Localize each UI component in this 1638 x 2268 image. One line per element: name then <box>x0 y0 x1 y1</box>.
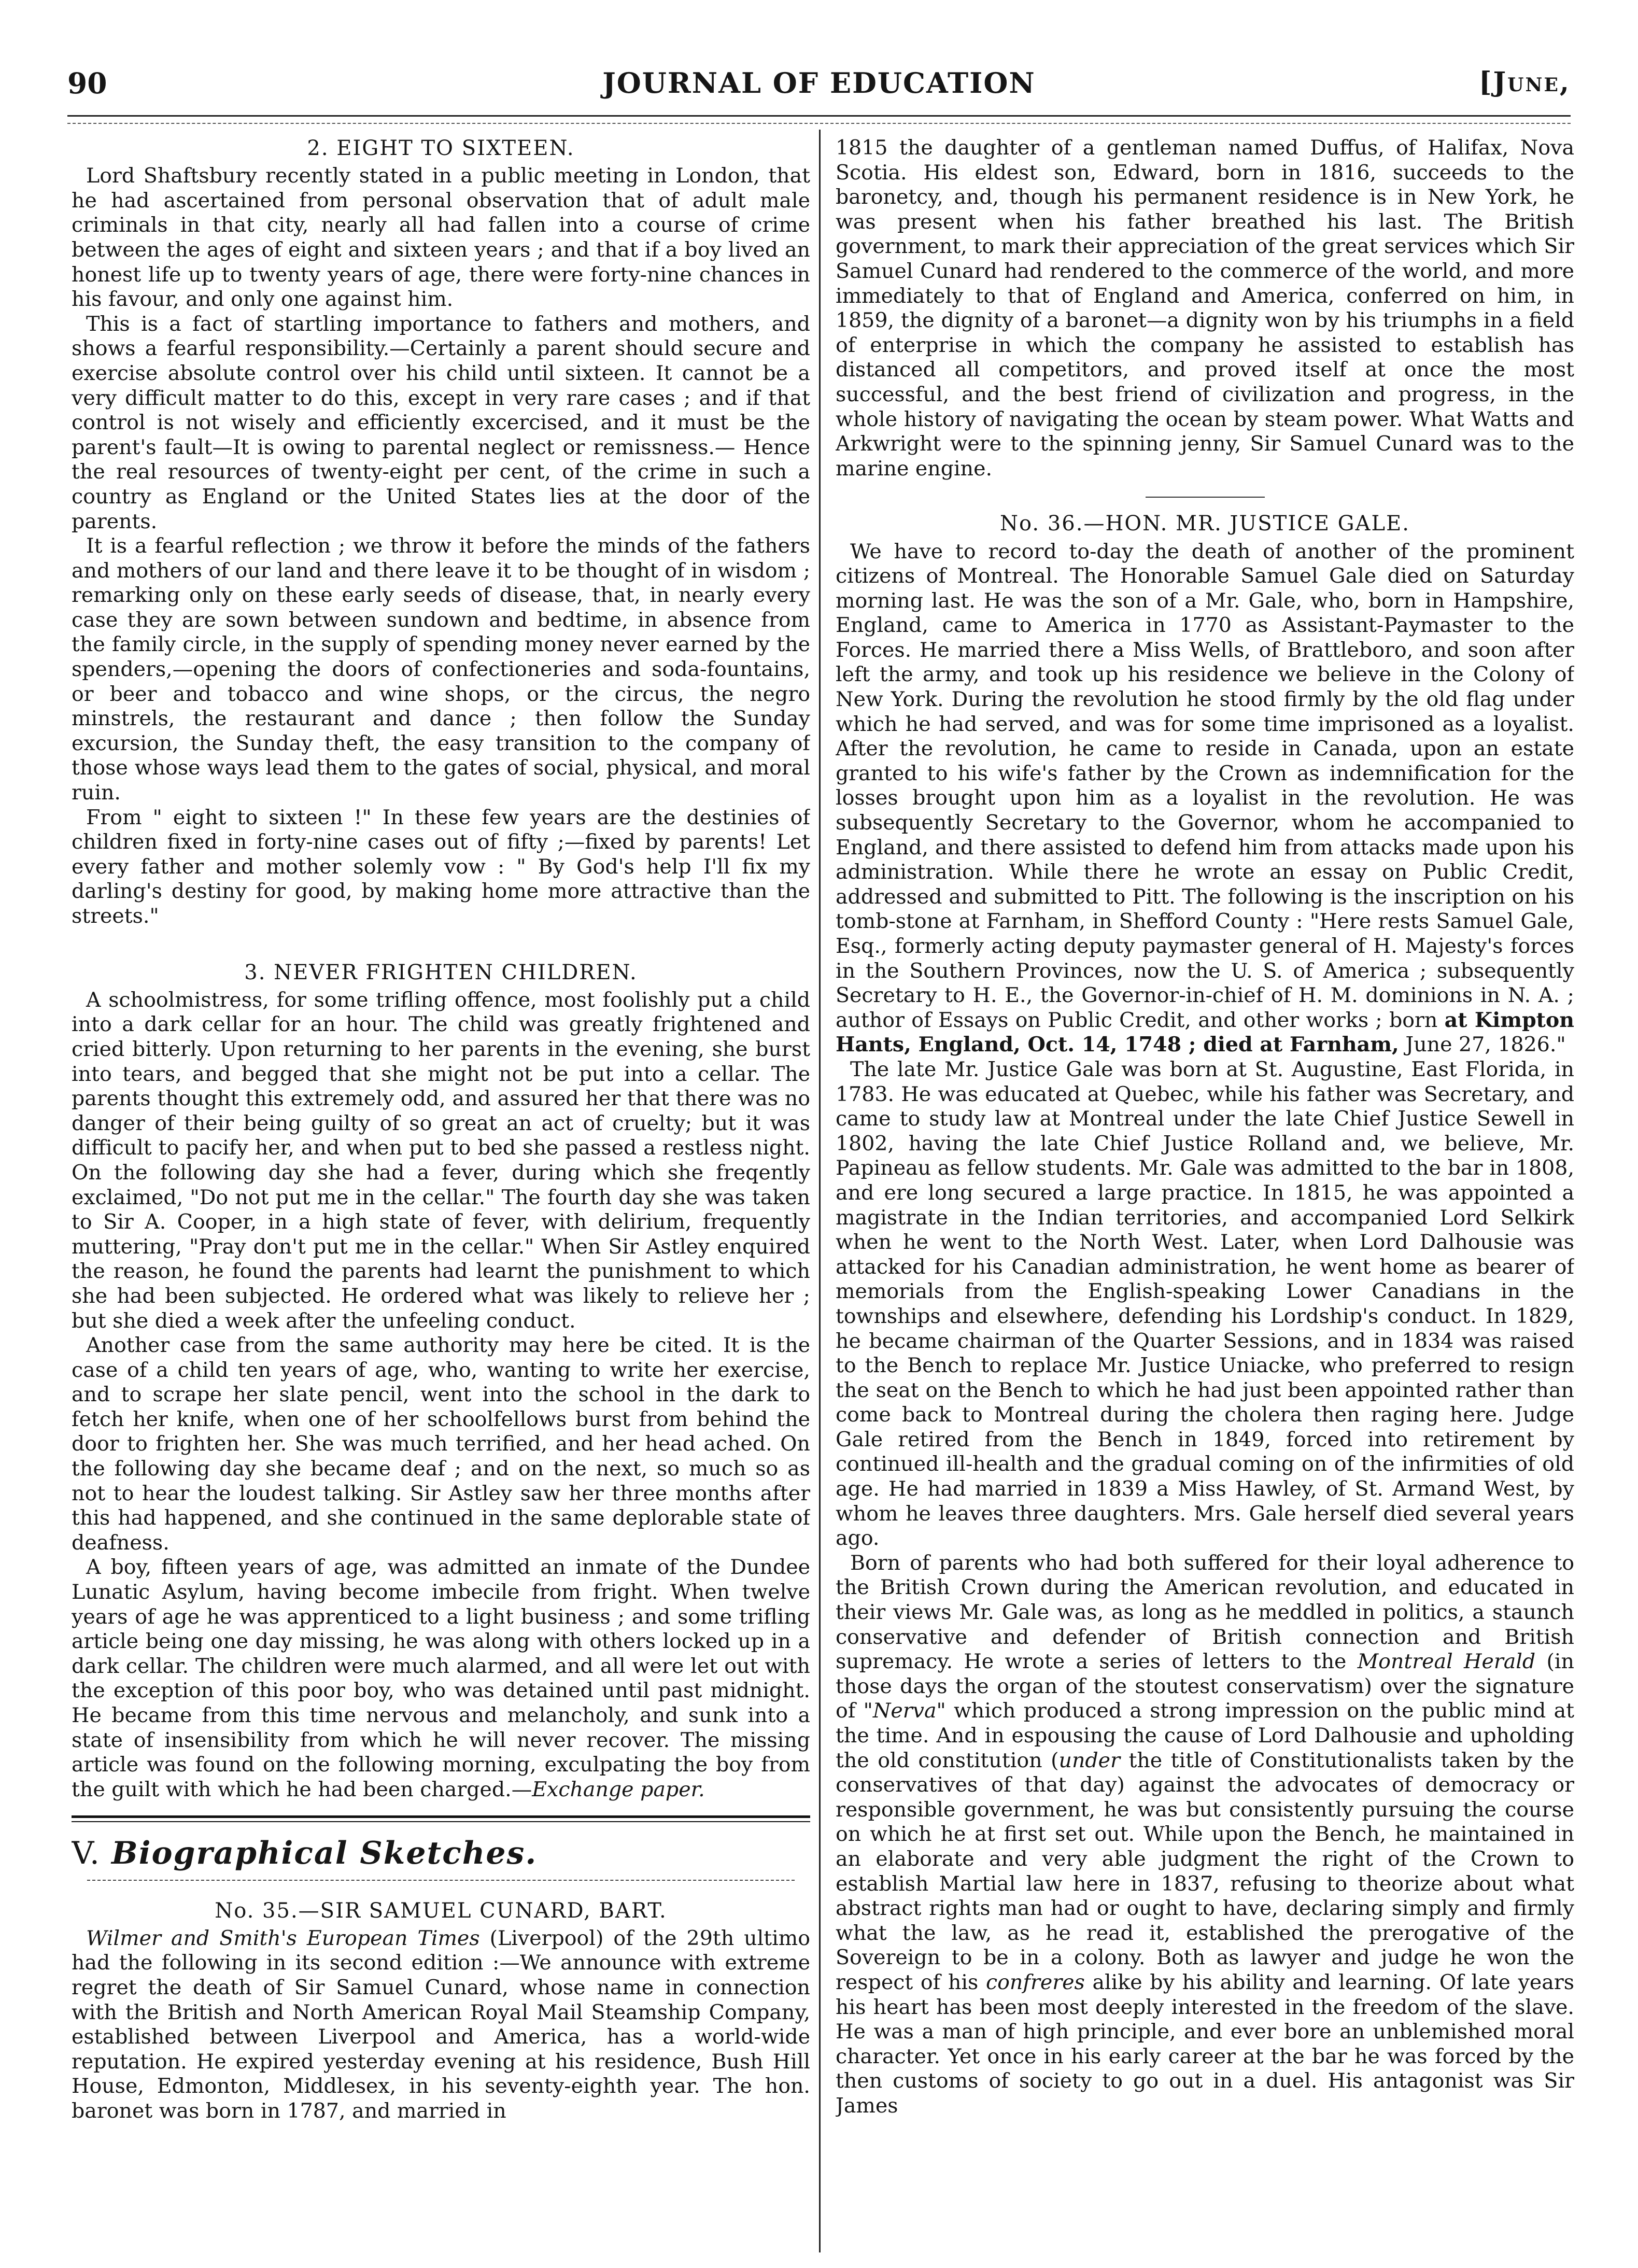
section-rule-thick <box>72 1815 810 1822</box>
header-month: [June, <box>1478 66 1571 98</box>
section-title-eight-to-sixteen: 2. EIGHT TO SIXTEEN. <box>307 136 575 160</box>
section-title-never-frighten-children: 3. NEVER FRIGHTEN CHILDREN. <box>244 960 638 984</box>
paragraph <box>836 540 1574 1058</box>
newspaper-name: Wilmer and Smith's European Times <box>86 1926 480 1950</box>
paragraph: A schoolmistress, for some trifling offence, most foolishly put a child into a dark cellar for an hour. The child was greatly frightened and cried bitterly. Upon returning to her parents in the evening, she burst into tears, and begged that she might not be put into a cellar. The parents thought this extremely odd, and assured her that there was no danger of their being guilty of so great an act of cruelty; but it was difficult to pacify her, and when put to bed she passed a restless night. On the following day she had a fever, during which she freqently exclaimed, "Do not put me in the cellar." The fourth day she was taken to Sir A. Cooper, in a high state of fever, with delirium, frequently muttering, "Pray don't put me in the cellar." When Sir Astley enquired the reason, he found the parents had learnt the punishment to which she had been subjected. He ordered what was likely to relieve her ; but she died a week after the unfeeling conduct. <box>72 988 810 1333</box>
source-citation: Exchange paper. <box>532 1777 705 1801</box>
paragraph-text: We have to record to-day the death of another of the prominent citizens of Montreal. The Honorable Samuel Gale died on Saturday morning last. He was the son of a Mr. Gale, who, born in Hampshire, England, came to America in 1770 as Assistant-Paymaster to the Forces. He married there a Miss Wells, of Brattleboro, and soon after left the army, and took up his residence we believe in the Colony of New York. During the revolution he stood firmly by the old flag under which he had served, and was for some time imprisoned as a loyalist. After the revolution, he came to reside in Canada, upon an estate granted to his wife's father by the Crown as indemnification for the losses brought upon him as a loyalist in the revolution. He was subsequently Secretary to the Governor, whom he accompanied to England, and there assisted to defend him from attacks made upon his administration. While there he wrote an essay on Public Credit, addressed and submitted to Pitt. The following is the inscription on his tomb-stone at Farnham, in Shefford County : "Here rests Samuel Gale, Esq., formerly acting deputy paymaster general of H. Majesty's forces in the Southern Provinces, now the U. S. of America ; subsequently Secretary to H. E., the Governor-in-chief of H. M. dominions in N. A. ; author of Essays on Public Credit, and other works ; born <box>836 539 1574 1032</box>
inscription-dates: at Kimpton Hants, England, Oct. 14, 1748 ; died at Farnham, <box>836 1008 1574 1057</box>
paragraph-text: alike by his ability and learning. Of late years his heart has been most deeply interested in the freedom of the slave. He was a man of high principle, and ever bore an unblemished moral character. Yet once in his early career at the bar he was forced by the then customs of society to go out in a duel. His antagonist was Sir James <box>836 1970 1574 2118</box>
emphasis: confreres <box>986 1970 1085 1994</box>
paragraph-text: " which produced a strong impression on the public mind at the time. And in espousing the cause of Lord Dalhousie and upholding the old constitution ( <box>836 1699 1574 1772</box>
paragraph: It is a fearful reflection ; we throw it before the minds of the fathers and mothers of our land and there leave it to be thought of in wisdom ; remarking only on these early seeds of disease, that, in nearly every case they are sown between sundown and bedtime, in absence from the family circle, in the supply of spending money never earned by the spenders,—opening the doors of confectioneries and soda-fountains, or beer and tobacco and wine shops, or the circus, the negro minstrels, the restaurant and dance ; then follow the Sunday excursion, the Sunday theft, the easy transition to the company of those whose ways lead them to the gates of social, physical, and moral ruin. <box>72 534 810 805</box>
paragraph: The late Mr. Justice Gale was born at St. Augustine, East Florida, in 1783. He was educated at Quebec, while his father was Secretary, and came to study law at Montreal under the late Chief Justice Sewell in 1802, having the late Chief Justice Rolland and, we believe, Mr. Papineau as fellow students. Mr. Gale was admitted to the bar in 1808, and ere long secured a large practice. In 1815, he was appointed a magistrate in the Indian territories, and accompanied Lord Selkirk when he went to the North West. Later, when Lord Dalhousie was attacked for his Canadian administration, he went home as bearer of memorials from the English-speaking Lower Canadians in the townships and elsewhere, defending his Lordship's conduct. In 1829, he became chairman of the Quarter Sessions, and in 1834 was raised to the Bench to replace Mr. Justice Uniacke, who preferred to resign the seat on the Bench to which he had just been appointed rather than come back to Montreal during the cholera then raging here. Judge Gale retired from the Bench in 1849, forced into retirement by continued ill-health and the gradual coming on of the infirmities of old age. He had married in 1839 a Miss Hawley, of St. Armand West, by whom he leaves three daughters. Mrs. Gale herself died several years ago. <box>836 1057 1574 1551</box>
article-title-cunard: No. 35.—SIR SAMUEL CUNARD, BART. <box>215 1898 667 1923</box>
paragraph-text: (Liverpool) of the 29th ultimo had the following in its second edition :—We announce with extreme regret the death of Sir Samuel Cunard, whose name in connection with the British and North American Royal Mail Steamship Company, established between Liverpool and America, has a world-wide reputation. He expired yesterday evening at his residence, Bush Hill House, Edmonton, Middlesex, in his seventy-eighth year. The hon. baronet was born in 1787, and married in <box>72 1926 810 2123</box>
left-column <box>72 136 810 2248</box>
section-heading-biographical-sketches <box>72 1835 810 1872</box>
right-column <box>836 136 1574 2248</box>
paragraph-text: Born of parents who had both suffered for their loyal adherence to the British Crown during the American revolution, and educated in their views Mr. Gale was, as long as he meddled in politics, a staunch conservative and defender of British connection and British supremacy. He wrote a series of letters to the <box>836 1551 1574 1674</box>
running-header <box>67 66 1571 108</box>
journal-title: JOURNAL OF EDUCATION <box>602 66 1036 100</box>
paragraph-text: A boy, fifteen years of age, was admitted an inmate of the Dundee Lunatic Asylum, having become imbecile from fright. When twelve years of age he was apprenticed to a light business ; and some trifling article being one day missing, he was along with others locked up in a dark cellar. The children were much alarmed, and all were let out with the exception of this poor boy, who was detained until past midnight. He became from this time nervous and melancholy, and sunk into a state of insensibility from which he will never recover. The missing article was found on the following morning, exculpating the boy from the guilt with which he had been charged.— <box>72 1555 810 1801</box>
paragraph <box>72 1555 810 1802</box>
newspaper-name: Montreal Herald <box>1357 1650 1536 1674</box>
paragraph <box>836 1551 1574 2119</box>
paragraph: 1815 the daughter of a gentleman named Duffus, of Halifax, Nova Scotia. His eldest son, Edward, born in 1816, succeeds to the baronetcy, and, though his permanent residence is in New York, he was present when his father breathed his last. The British government, to mark their appreciation of the great services which Sir Samuel Cunard had rendered to the commerce of the world, and more immediately to that of England and America, conferred on him, in 1859, the dignity of a baronet—a dignity won by his triumphs in a field of enterprise in which the company he assisted to establish has distanced all competitors, and proved itself at once the most successful, and the best friend of civilization and progress, in the whole history of navigating the ocean by steam power. What Watts and Arkwright were to the spinning jenny, Sir Samuel Cunard was to the marine engine. <box>836 136 1574 481</box>
emphasis: under <box>1058 1748 1120 1772</box>
column-divider <box>819 130 821 2252</box>
paragraph-text: the title of Constitutionalists taken by the conservatives of that day) against the advocates of democracy or responsible government, he was but consistently pursuing the course on which he at first set out. While upon the Bench, he maintained in an elaborate and very able judgment the right of the Crown to establish Martial law here in 1837, refusing to theorize about what abstract rights man had or ought to have, declaring simply and firmly what the law, as he read it, established the prerogative of the Sovereign to be in a colony. Both as lawyer and judge he won the respect of his <box>836 1748 1574 1994</box>
section-rule-wavy <box>87 1880 795 1881</box>
paragraph: From " eight to sixteen !" In these few years are the destinies of children fixed in forty-nine cases out of fifty ;—fixed by parents! Let every father and mother solemly vow : " By God's help I'll fix my darling's destiny for good, by making home more attractive than the streets." <box>72 805 810 928</box>
section-numeral: V. <box>72 1835 101 1872</box>
paragraph: This is a fact of startling importance to fathers and mothers, and shows a fearful responsibility.—Certainly a parent should secure and exercise absolute control over his child until sixteen. It cannot be a very difficult matter to do this, except in very rare cases ; and if that control is not wisely and efficiently excercised, and it must be the parent's fault—It is owing to parental neglect or remissness.— Hence the real resources of twenty-eight per cent, of the crime in such a country as England or the United States lies at the door of the parents. <box>72 312 810 533</box>
paragraph-text: June 27, 1826." <box>1399 1033 1566 1057</box>
paragraph-text: (in those days the organ of the stoutest conservatism) over the signature of " <box>836 1650 1574 1723</box>
section-heading-text: Biographical Sketches. <box>111 1835 538 1872</box>
paragraph: Another case from the same authority may here be cited. It is the case of a child ten years of age, who, wanting to write her exercise, and to scrape her slate pencil, went into the school in the dark to fetch her knife, when one of her schoolfellows burst from behind the door to frighten her. She was much terrified, and her head ached. On the following day she became deaf ; and on the next, so much so as not to hear the loudest talking. Sir Astley saw her three months after this had happened, and she continued in the same deplorable state of deafness. <box>72 1333 810 1555</box>
section-gap <box>72 929 810 960</box>
page-number: 90 <box>67 66 107 100</box>
article-separator <box>1146 497 1265 498</box>
paragraph <box>72 1926 810 2124</box>
article-title-gale: No. 36.—HON. MR. JUSTICE GALE. <box>1000 512 1410 536</box>
pseudonym: Nerva <box>872 1699 937 1723</box>
header-rule <box>67 115 1571 124</box>
paragraph: Lord Shaftsbury recently stated in a public meeting in London, that he had ascertained from personal observation that of adult male criminals in that city, nearly all had fallen into a course of crime between the ages of eight and sixteen years ; and that if a boy lived an honest life up to twenty years of age, there were forty-nine chances in his favour, and only one against him. <box>72 164 810 312</box>
